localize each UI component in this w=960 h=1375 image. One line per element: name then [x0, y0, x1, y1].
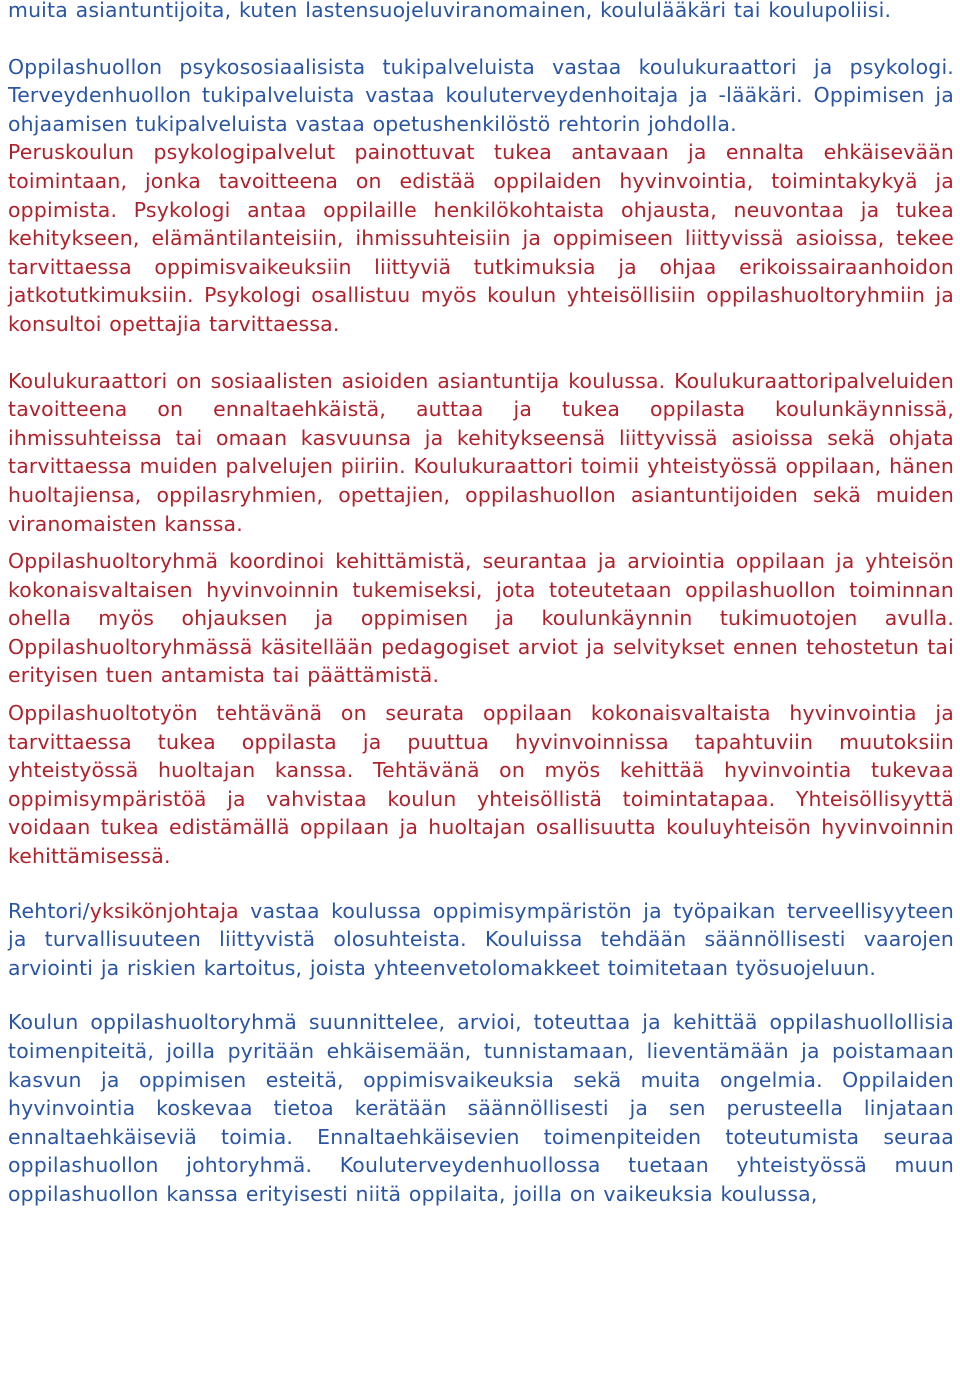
paragraph-welfare-work-task: Oppilashuoltotyön tehtävänä on seurata oppilaan kokonaisvaltaista hyvinvointia ja tarvittaessa tukea oppilasta ja puuttua hyvinvoinnissa tapahtuviin muutoksiin yhteistyössä huoltajan kanssa. Tehtävänä on myös kehittää hyvinvointia tukevaa oppimisympäristöä ja vahvistaa koulun yhteisöllistä toimintatapaa. Yhteisöllisyyttä voidaan tukea edistämällä oppilaan ja huoltajan osallisuutta kouluyhteisön hyvinvoinnin kehittämisessä.	[8, 701, 954, 869]
principal-responsibility-text: vastaa koulussa oppimisympäristön ja työpaikan terveellisyyteen ja turvallisuuteen liittyvistä olosuhteista. Kouluissa tehdään säännöllisesti vaarojen arviointi ja riskien kartoitus, joista yhteenvetolomakkeet toimitetaan työsuojeluun.	[8, 898, 954, 980]
paragraph-experts-continued: muita asiantuntijoita, kuten lastensuojeluviranomainen, koululääkäri tai koulupoliisi.	[8, 0, 892, 22]
paragraph-principal-responsibility	[8, 897, 954, 983]
paragraph-school-curator: Koulukuraattori on sosiaalisten asioiden asiantuntija koulussa. Koulukuraattoripalveluiden tavoitteena on ennaltaehkäistä, auttaa ja tukea oppilasta koulunkäynnissä, ihmissuhteissa tai omaan kasvuunsa ja kehitykseensä liittyvissä asioissa sekä ohjata tarvittaessa muiden palvelujen piiriin. Koulukuraattori toimii yhteistyössä oppilaan, hänen huoltajiensa, oppilasryhmien, opettajien, oppilashuollon asiantuntijoiden sekä muiden viranomaisten kanssa.	[8, 368, 954, 536]
paragraph-student-welfare-group: Oppilashuoltoryhmä koordinoi kehittämistä, seurantaa ja arviointia oppilaan ja yhteisön kokonaisvaltaisen hyvinvoinnin tukemiseksi, jota toteutetaan oppilashuollon toiminnan ohella myös ohjauksen ja oppimisen ja koulunkäynnin tukimuotojen avulla. Oppilashuoltoryhmässä käsitellään pedagogiset arviot ja selvitykset ennen tehostetun tai erityisen tuen antamista tai päättämistä.	[8, 549, 954, 688]
paragraph-psychologist-services: Peruskoulun psykologipalvelut painottuvat tukea antavaan ja ennalta ehkäisevään toimintaan, jonka tavoitteena on edistää oppilaiden hyvinvointia, toimintakykyä ja oppimista. Psykologi antaa oppilaille henkilökohtaista ohjausta, neuvontaa ja tukea kehitykseen, elämäntilanteisiin, ihmissuhteisiin ja oppimiseen liittyvissä asioissa, tekee tarvittaessa oppimisvaikeuksiin liittyviä tutkimuksia ja ohjaa erikoissairaanhoidon jatkotutkimuksiin. Psykologi osallistuu myös koulun yhteisöllisiin oppilashuoltoryhmiin ja konsultoi opettajia tarvittaessa.	[8, 140, 954, 336]
principal-label: Rehtori/	[8, 898, 90, 923]
paragraph-school-welfare-group: Koulun oppilashuoltoryhmä suunnittelee, arvioi, toteuttaa ja kehittää oppilashuollollisia toimenpiteitä, joilla pyritään ehkäisemään, tunnistamaan, lieventämään ja poistamaan kasvun ja oppimisen esteitä, oppimisvaikeuksia sekä muita ongelmia. Oppilaiden hyvinvointia koskevaa tietoa kerätään säännöllisesti ja sen perusteella linjataan ennaltaehkäiseviä toimia. Ennaltaehkäisevien toimenpiteiden toteutumista seuraa oppilashuollon johtoryhmä. Kouluterveydenhuollossa tuetaan yhteistyössä muun oppilashuollon kanssa erityisesti niitä oppilaita, joilla on vaikeuksia koulussa,	[8, 1010, 954, 1206]
document-page	[8, 0, 954, 1209]
paragraph-support-services: Oppilashuollon psykososiaalisista tukipalveluista vastaa koulukuraattori ja psykologi. Terveydenhuollon tukipalveluista vastaa kouluterveydenhoitaja ja -lääkäri. Oppimisen ja ohjaamisen tukipalveluista vastaa opetushenkilöstö rehtorin johdolla.	[8, 54, 954, 136]
unit-head-label: yksikönjohtaja	[89, 898, 239, 923]
